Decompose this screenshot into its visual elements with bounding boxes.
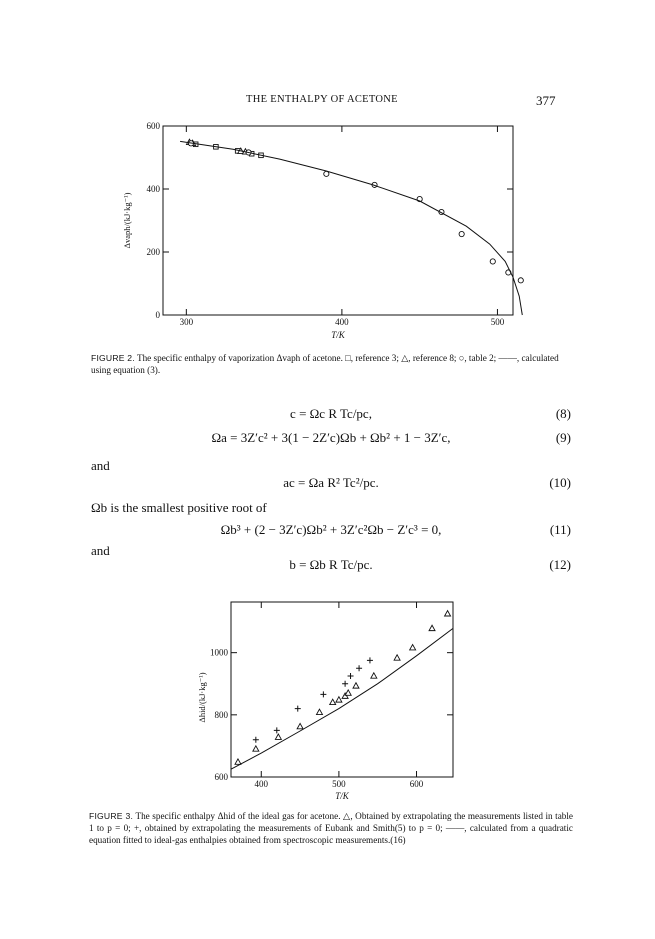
x-axis-label: T/K (331, 330, 345, 340)
equation-formula: b = Ωb R Tc/pc. (289, 557, 373, 572)
omega-sentence: Ωb is the smallest positive root of (91, 500, 267, 515)
triangle-point (316, 709, 322, 714)
y-tick-label: 0 (155, 310, 160, 320)
y-tick-label: 200 (146, 247, 160, 257)
circle-point (490, 259, 495, 264)
triangle-point (429, 625, 435, 630)
equation-10 (91, 475, 571, 493)
figure-2-chart (0, 0, 655, 350)
figure-2-caption-label: FIGURE 2. (91, 353, 135, 363)
calculated-curve (180, 141, 522, 315)
equation-8 (91, 406, 571, 424)
plus-point (274, 727, 280, 733)
triangle-point (336, 697, 342, 702)
triangle-point (445, 611, 451, 616)
figure-3-caption (89, 810, 573, 846)
triangle-point (371, 673, 377, 678)
triangle-point (330, 699, 336, 704)
triangle-point (275, 734, 281, 739)
page-number: 377 (536, 93, 556, 108)
x-tick-label: 300 (179, 317, 194, 327)
figure-3-chart (0, 590, 655, 808)
x-tick-label: 400 (254, 779, 269, 789)
equation-number: (10) (549, 475, 571, 490)
equation-number: (11) (549, 522, 571, 537)
plus-point (348, 673, 354, 679)
equation-number: (9) (555, 430, 571, 445)
plus-point (356, 665, 362, 671)
plus-point (342, 681, 348, 687)
triangle-point (253, 746, 259, 751)
y-tick-label: 600 (146, 121, 160, 131)
triangle-point (297, 723, 303, 728)
figure-3-caption-text: The specific enthalpy Δhid of the ideal gas for acetone. △, Obtained by extrapolating the measurements listed in table 1 to p = 0; +, obtained by extrapolating the measurements of Eubank and Smith(5) to p = 0; ——, calculated from a quadratic equation fitted to ideal-gas enthalpies obtained from spectroscopic measurements.(16) (89, 811, 573, 845)
prose-and-2: and (91, 543, 110, 558)
triangle-point (353, 683, 359, 688)
y-axis-label: Δhid/(kJ·kg⁻¹) (197, 672, 207, 723)
equation-number: (12) (549, 557, 571, 572)
figure-2-caption-text: The specific enthalpy of vaporization Δvaph of acetone. □, reference 3; △, reference 8; ○, table 2; ——, calculated using equation (3). (91, 353, 559, 375)
y-tick-label: 600 (214, 772, 228, 782)
figure-3-caption-label: FIGURE 3. (89, 811, 134, 821)
triangle-point (235, 759, 241, 764)
equation-11 (91, 522, 571, 540)
running-title: THE ENTHALPY OF ACETONE (246, 94, 398, 105)
plus-point (367, 657, 373, 663)
equation-formula: c = Ωc R Tc/pc, (290, 406, 372, 421)
equation-12 (91, 557, 571, 575)
x-tick-label: 500 (490, 317, 505, 327)
circle-point (459, 231, 464, 236)
y-tick-label: 400 (146, 184, 160, 194)
y-axis-label: Δvaph/(kJ·kg⁻¹) (122, 192, 132, 249)
plus-point (295, 706, 301, 712)
equation-formula: Ωa = 3Z′c² + 3(1 − 2Z′c)Ωb + Ωb² + 1 − 3Z′c, (211, 430, 451, 445)
plot-frame (231, 602, 453, 777)
triangle-point (394, 655, 400, 660)
y-tick-label: 800 (214, 709, 228, 720)
prose-and-1: and (91, 458, 110, 473)
x-tick-label: 600 (409, 779, 424, 789)
equation-9 (91, 430, 571, 448)
plus-point (320, 691, 326, 697)
triangle-point (345, 690, 351, 695)
equation-number: (8) (555, 406, 571, 421)
x-tick-label: 500 (332, 779, 346, 789)
equation-formula: Ωb³ + (2 − 3Z′c)Ωb² + 3Z′c²Ωb − Z′c³ = 0, (220, 522, 442, 537)
circle-point (518, 278, 523, 283)
figure-2-caption (91, 352, 571, 376)
triangle-point (410, 644, 416, 649)
plus-point (253, 737, 259, 743)
y-tick-label: 1000 (210, 647, 228, 658)
x-tick-label: 400 (335, 317, 349, 327)
plot-frame (163, 126, 513, 315)
equation-formula: ac = Ωa R² Tc²/pc. (283, 475, 379, 490)
x-axis-label: T/K (335, 791, 349, 801)
